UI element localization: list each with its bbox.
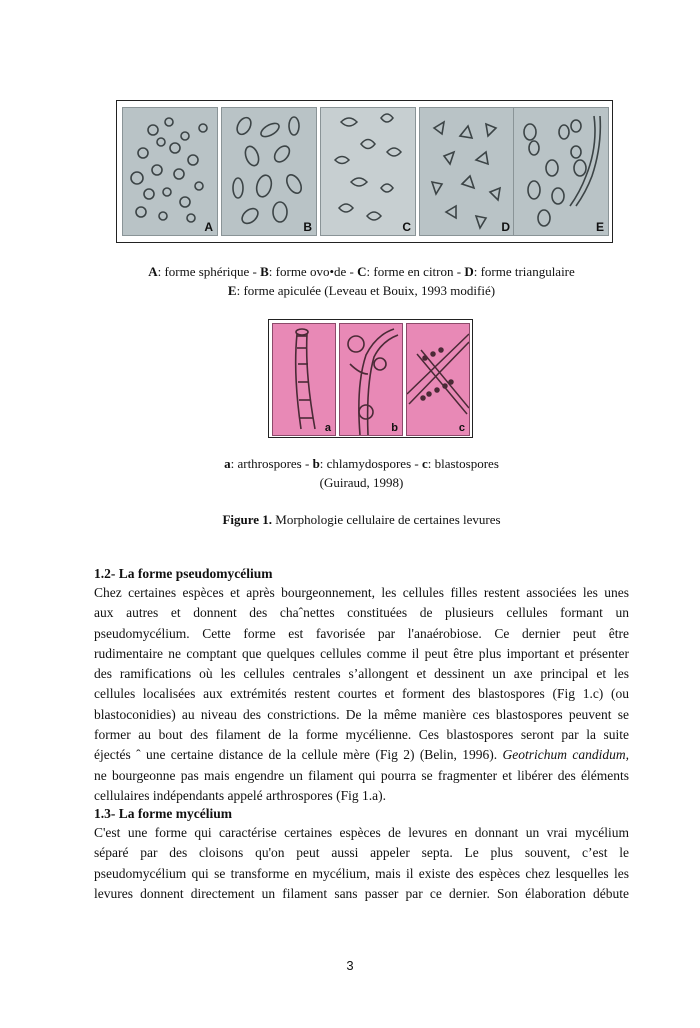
caption-line-1: A: forme sphérique - B: forme ovo•de - C: forme en citron - D: forme triangulaire: [148, 264, 575, 279]
pink-caption-line-2: (Guiraud, 1998): [319, 475, 404, 490]
figure-title-text: Morphologie cellulaire de certaines levures: [272, 512, 501, 527]
panel-b-ovoid: [221, 107, 317, 236]
caption-line-2: E: forme apiculée (Leveau et Bouix, 1993 modifié): [227, 283, 496, 298]
paragraph-line: former au bout des filament de la forme mycélienne. Ces blastospores seront par la suite: [94, 727, 629, 743]
section-1-3-paragraph: [94, 823, 629, 904]
figure-pink-caption: [94, 454, 629, 492]
figure-top-caption: [94, 262, 629, 300]
paragraph-line: pseudomycélium qui se transforme en mycélium, mais il existe des espèces chez lesquelles les: [94, 865, 629, 881]
panel-blastospores: [406, 323, 470, 436]
figure-title: [94, 510, 629, 529]
chlamydospores-image: [340, 324, 402, 435]
paragraph-line: Chez certaines espèces et après bourgeonnement, les cellules filles restent associées les unes: [94, 585, 629, 600]
yeast-shapes-figure: [116, 100, 613, 243]
panel-letter-a: A: [204, 220, 213, 234]
paragraph-line: des ramifications où les cellules centrales s’allongent et dessinent un axe principal et les: [94, 666, 629, 682]
spherical-cells-image: [123, 108, 217, 235]
panel-letter-c: C: [402, 220, 411, 234]
panel-letter-d: D: [501, 220, 510, 234]
panel-letter-e: E: [595, 220, 604, 234]
panel-chlamydospores: [339, 323, 403, 436]
ovoid-cells-image: [222, 108, 316, 235]
pink-caption-line-1: a: arthrospores - b: chlamydospores - c: blastospores: [224, 456, 499, 471]
panel-e-apiculate: [513, 107, 609, 236]
section-1-3-heading: 1.3- La forme mycélium: [94, 806, 232, 821]
lemon-cells-image: [321, 108, 415, 235]
page-number: 3: [346, 958, 354, 973]
paragraph-line: séparé par des cloisons qu'on peut aussi appeler septa. Le plus souvent, c’est le: [94, 845, 629, 861]
paragraph-line: blastoconidies) au niveau des constrictions. De la même manière ces blastospores peuvent se: [94, 706, 629, 722]
section-1-2-paragraph: [94, 583, 629, 806]
paragraph-line: aux autres et donnent des chaˆnettes constituées de plusieurs cellules formant un: [94, 605, 629, 621]
paragraph-line: levures donnent directement un filament sans passer par ce dernier. Son élaboration débute: [94, 885, 629, 901]
section-1-2-heading: 1.2- La forme pseudomycélium: [94, 566, 273, 581]
paragraph-line: cellulaires indépendants appelé arthrospores (Fig 1.a).: [94, 787, 387, 803]
panel-arthrospores: [272, 323, 336, 436]
figure-title-number: Figure 1.: [222, 512, 273, 527]
panel-d-triangular: [419, 107, 515, 236]
paragraph-line: cellules localisées aux extrémités restent courtes et forment des blastospores (Fig 1.c) (ou: [94, 686, 629, 702]
hyphae-spores-figure: [268, 319, 473, 438]
paragraph-line: ne bourgeonne pas mais engendre un filament qui pourra se fragmenter et libérer des éléments: [94, 767, 629, 783]
blastospores-image: [407, 324, 469, 435]
panel-c-lemon: [320, 107, 416, 236]
paragraph-line: pseudomycélium. Cette forme est favorisée par l'anaérobiose. Ce dernier peut être: [94, 625, 629, 641]
panel-letter-a-small: a: [324, 422, 331, 434]
panel-a-spherical: [122, 107, 218, 236]
panel-letter-c-small: c: [458, 422, 465, 434]
line-text: éjectés ˆ une certaine distance de la cellule mère (Fig 2) (Belin, 1996).: [94, 747, 498, 763]
panel-letter-b: B: [303, 220, 312, 234]
arthrospores-image: [273, 324, 335, 435]
paragraph-line: [94, 745, 629, 765]
paragraph-line: rudimentaire ne comptant que quelques cellules comme il peut être plus important et présenter: [94, 645, 629, 661]
triangular-cells-image: [420, 108, 514, 235]
species-name: Geotrichum candidum,: [502, 747, 629, 763]
panel-letter-b-small: b: [391, 422, 398, 434]
paragraph-line: C'est une forme qui caractérise certaines espèces de levures en donnant un vrai mycélium: [94, 825, 629, 840]
apiculate-cells-image: [514, 108, 608, 235]
